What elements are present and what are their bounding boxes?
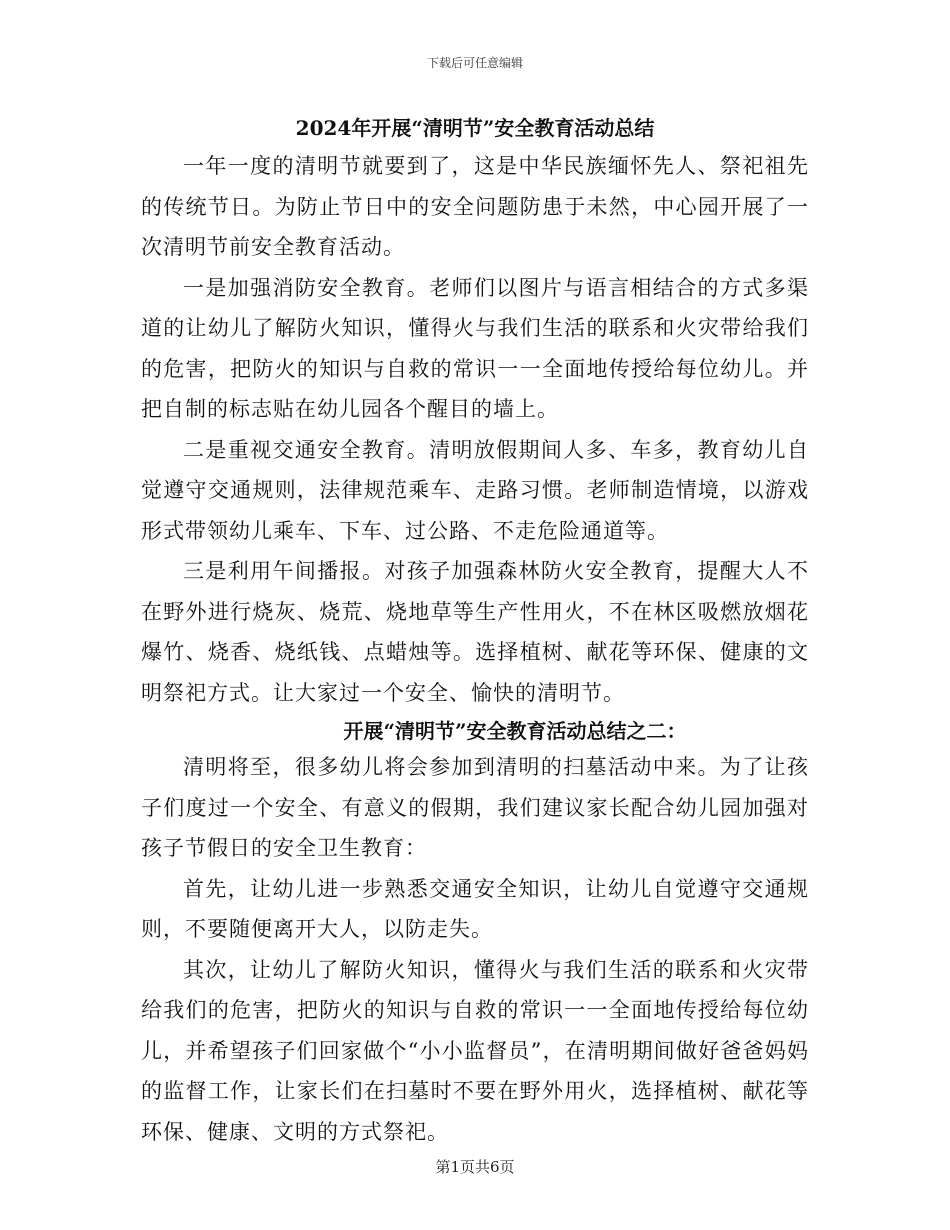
paragraph-traffic-safety: 二是重视交通安全教育。清明放假期间人多、车多，教育幼儿自觉遵守交通规则，法律规范乘车、走路习惯。老师制造情境，以游戏形式带领幼儿乘车、下车、过公路、不走危险通道等。 (141, 437, 809, 543)
paragraph-section2-first: 首先，让幼儿进一步熟悉交通安全知识，让幼儿自觉遵守交通规则，不要随便离开大人，以防走失。 (141, 876, 809, 941)
document-title: 2024年开展“清明节”安全教育活动总结 (295, 116, 655, 140)
page-number: 第1页共6页 (435, 1158, 515, 1176)
paragraph-fire-safety: 一是加强消防安全教育。老师们以图片与语言相结合的方式多渠道的让幼儿了解防火知识，懂得火与我们生活的联系和火灾带给我们的危害，把防火的知识与自救的常识一一全面地传授给每位幼儿。并把自制的标志贴在幼儿园各个醒目的墙上。 (141, 275, 809, 421)
paragraph-intro: 一年一度的清明节就要到了，这是中华民族缅怀先人、祭祀祖先的传统节日。为防止节日中的安全问题防患于未然，中心园开展了一次清明节前安全教育活动。 (141, 154, 809, 259)
section-subtitle: 开展“清明节”安全教育活动总结之二： (343, 719, 687, 743)
header-note: 下载后可任意编辑 (426, 56, 523, 70)
document-body (141, 110, 809, 1152)
paragraph-noon-broadcast: 三是利用午间播报。对孩子加强森林防火安全教育，提醒大人不在野外进行烧灰、烧荒、烧地草等生产性用火，不在林区吸燃放烟花爆竹、烧香、烧纸钱、点蜡烛等。选择植树、献花等环保、健康的文明祭祀方式。让大家过一个安全、愉快的清明节。 (141, 559, 809, 705)
paragraph-section2-intro: 清明将至，很多幼儿将会参加到清明的扫墓活动中来。为了让孩子们度过一个安全、有意义的假期，我们建议家长配合幼儿园加强对孩子节假日的安全卫生教育： (141, 755, 809, 860)
paragraph-section2-second: 其次，让幼儿了解防火知识，懂得火与我们生活的联系和火灾带给我们的危害，把防火的知识与自救的常识一一全面地传授给每位幼儿，并希望孩子们回家做个“小小监督员”，在清明期间做好爸爸妈妈的监督工作，让家长们在扫墓时不要在野外用火，选择植树、献花等环保、健康、文明的方式祭祀。 (141, 957, 809, 1144)
